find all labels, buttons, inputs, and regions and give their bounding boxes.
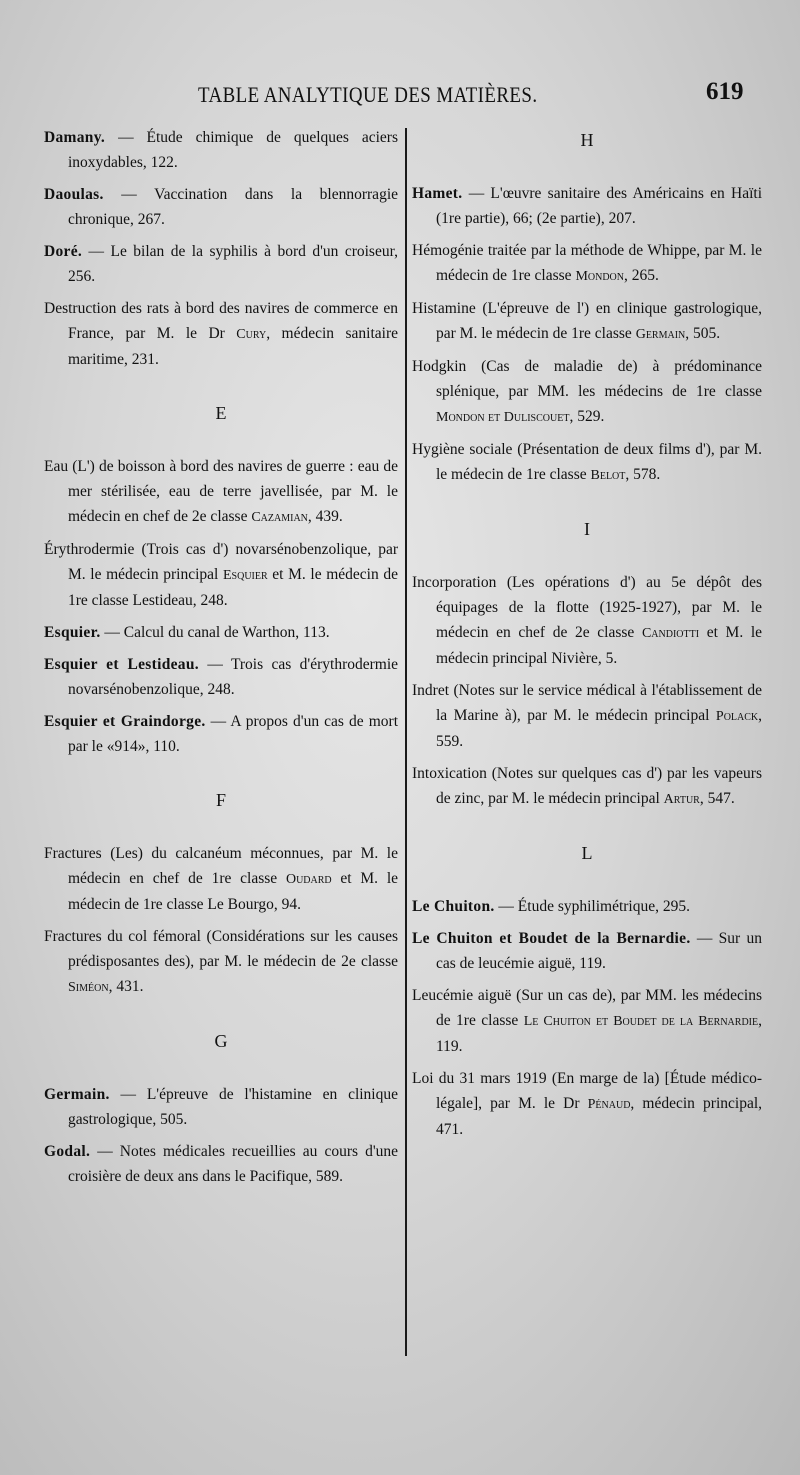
index-entry — [44, 1082, 398, 1132]
entry-text: Hémogénie traitée par la méthode de Whippe, par M. le médecin de 1re classe — [412, 242, 762, 284]
index-entry — [412, 1066, 762, 1142]
entry-text: Loi du 31 mars 1919 (En marge de la) [Étude médico-légale], par M. le Dr — [412, 1070, 762, 1112]
section-letter: H — [580, 130, 594, 150]
entry-text: — Calcul du canal de Warthon, 113. — [104, 624, 330, 641]
section-letter: F — [215, 790, 226, 810]
entry-name: Germain — [635, 327, 686, 342]
entry-name: Pénaud — [587, 1097, 631, 1112]
entry-name: Candiotti — [641, 626, 700, 641]
section-letter: E — [215, 403, 227, 423]
entry-text: Leucémie aiguë (Sur un cas de), par MM. les médecins de 1re classe — [412, 987, 762, 1029]
entry-tail: et M. le médecin principal Nivière, 5. — [436, 624, 763, 667]
entry-author: Esquier et Graindorge. — [44, 713, 206, 730]
entry-text: — Étude syphilimétrique, 295. — [498, 898, 690, 915]
entry-text: Fractures (Les) du calcanéum méconnues, par M. le médecin en chef de 1re classe — [44, 845, 398, 887]
index-entry — [44, 125, 398, 175]
entry-tail: et M. le médecin de 1re classe Le Bourgo, 94. — [68, 870, 399, 913]
index-entry — [44, 620, 398, 645]
entry-author: Esquier. — [44, 624, 101, 641]
entry-author: Hamet. — [412, 185, 463, 202]
left-column — [44, 125, 398, 1196]
entry-name: Mondon et Duliscouet — [436, 410, 570, 425]
index-entry — [412, 437, 762, 488]
index-entry — [412, 678, 762, 754]
entry-name: Belot — [590, 468, 626, 483]
entry-author: Daoulas. — [44, 186, 104, 203]
index-entry — [412, 181, 762, 231]
entry-text: — Le bilan de la syphilis à bord d'un croiseur, 256. — [68, 243, 398, 285]
index-entry — [412, 570, 762, 671]
entry-author: Esquier et Lestideau. — [44, 656, 199, 673]
entry-tail: , 529. — [569, 408, 605, 425]
entry-name: Oudard — [285, 872, 332, 887]
index-entry — [412, 296, 762, 347]
index-entry — [412, 761, 762, 812]
index-entry — [412, 983, 762, 1059]
section-letter: G — [214, 1031, 228, 1051]
index-entry — [44, 709, 398, 759]
entry-text: — Trois cas d'érythrodermie novarsénobenzolique, 248. — [68, 656, 399, 698]
index-entry — [44, 182, 398, 232]
entry-name: Le Chuiton et Boudet de la Bernardie — [523, 1014, 759, 1029]
entry-author: Le Chuiton et Boudet de la Bernardie. — [412, 930, 691, 947]
entry-text: Intoxication (Notes sur quelques cas d') par les vapeurs de zinc, par M. le médecin principal — [412, 765, 762, 807]
index-entry — [44, 924, 398, 1000]
index-entry — [412, 926, 762, 976]
entry-tail: , 547. — [699, 790, 735, 807]
entry-name: Mondon — [575, 269, 624, 284]
entry-tail: , 431. — [108, 978, 144, 995]
entry-text: Hodgkin (Cas de maladie de) à prédominance splénique, par MM. les médecins de 1re classe — [412, 358, 762, 400]
right-column — [412, 125, 762, 1149]
entry-author: Germain. — [44, 1086, 110, 1103]
entry-name: Esquier — [222, 568, 268, 583]
entry-name: Cazamian — [251, 510, 308, 525]
entry-text: Fractures du col fémoral (Considérations sur les causes prédisposantes des), par M. le médecin de 2e classe — [44, 928, 398, 970]
entry-name: Polack — [715, 709, 759, 724]
entry-text: Histamine (L'épreuve de l') en clinique gastrologique, par M. le médecin de 1re classe — [412, 300, 762, 342]
entry-tail: , 439. — [307, 508, 343, 525]
entry-text: — L'épreuve de l'histamine en clinique gastrologique, 505. — [68, 1086, 398, 1128]
entry-text: — Notes médicales recueillies au cours d'une croisière de deux ans dans le Pacifique, 589. — [68, 1143, 399, 1185]
entry-text: Érythrodermie (Trois cas d') novarsénobenzolique, par M. le médecin principal — [44, 541, 398, 583]
entry-tail: , 265. — [624, 267, 659, 284]
entry-text: — L'œuvre sanitaire des Américains en Haïti (1re partie), 66; (2e partie), 207. — [436, 185, 763, 227]
entry-tail: , médecin principal, 471. — [436, 1095, 763, 1138]
entry-author: Godal. — [44, 1143, 91, 1160]
index-entry — [44, 1139, 398, 1189]
running-title: TABLE ANALYTIQUE DES MATIÈRES. — [198, 82, 538, 107]
entry-text: Destruction des rats à bord des navires de commerce en France, par M. le Dr — [44, 300, 398, 342]
column-divider — [405, 128, 407, 1356]
index-entry — [44, 537, 398, 613]
index-entry — [44, 454, 398, 530]
entry-tail: , médecin sanitaire maritime, 231. — [68, 325, 398, 368]
index-entry — [412, 894, 762, 919]
entry-author: Le Chuiton. — [412, 898, 495, 915]
index-entry — [44, 239, 398, 289]
entry-author: Doré. — [44, 243, 83, 260]
entry-name: Siméon — [68, 980, 109, 995]
page-number: 619 — [706, 78, 744, 105]
entry-author: Damany. — [44, 129, 106, 146]
entry-text: — Sur un cas de leucémie aiguë, 119. — [436, 930, 762, 972]
index-entry — [44, 296, 398, 372]
entry-text: — Étude chimique de quelques aciers inoxydables, 122. — [68, 129, 399, 171]
index-entry — [44, 652, 398, 702]
entry-text: Indret (Notes sur le service médical à l'établissement de la Marine à), par M. le médecin principal — [412, 682, 762, 724]
entry-text: Hygiène sociale (Présentation de deux films d'), par M. le médecin de 1re classe — [412, 441, 762, 483]
page-header — [0, 72, 800, 122]
section-letter: I — [584, 519, 590, 539]
entry-tail: , 559. — [436, 707, 763, 750]
entry-tail: , 119. — [436, 1012, 762, 1055]
entry-text: Incorporation (Les opérations d') au 5e dépôt des équipages de la flotte (1925-1927), par M. le médecin en chef de 2e classe — [412, 574, 762, 641]
index-entry — [412, 354, 762, 430]
entry-tail: , 505. — [685, 325, 721, 342]
index-entry — [412, 238, 762, 289]
entry-name: Artur — [663, 792, 700, 807]
entry-tail: , 578. — [625, 466, 661, 483]
entry-text: — A propos d'un cas de mort par le «914», 110. — [68, 713, 399, 755]
entry-text: Eau (L') de boisson à bord des navires de guerre : eau de mer stérilisée, eau de terre javellisée, par M. le médecin en chef de 2e classe — [44, 458, 398, 525]
section-letter: L — [581, 843, 593, 863]
entry-tail: et M. le médecin de 1re classe Lestideau, 248. — [68, 566, 398, 609]
entry-text: — Vaccination dans la blennorragie chronique, 267. — [68, 186, 399, 228]
index-entry — [44, 841, 398, 917]
entry-name: Cury — [236, 327, 267, 342]
